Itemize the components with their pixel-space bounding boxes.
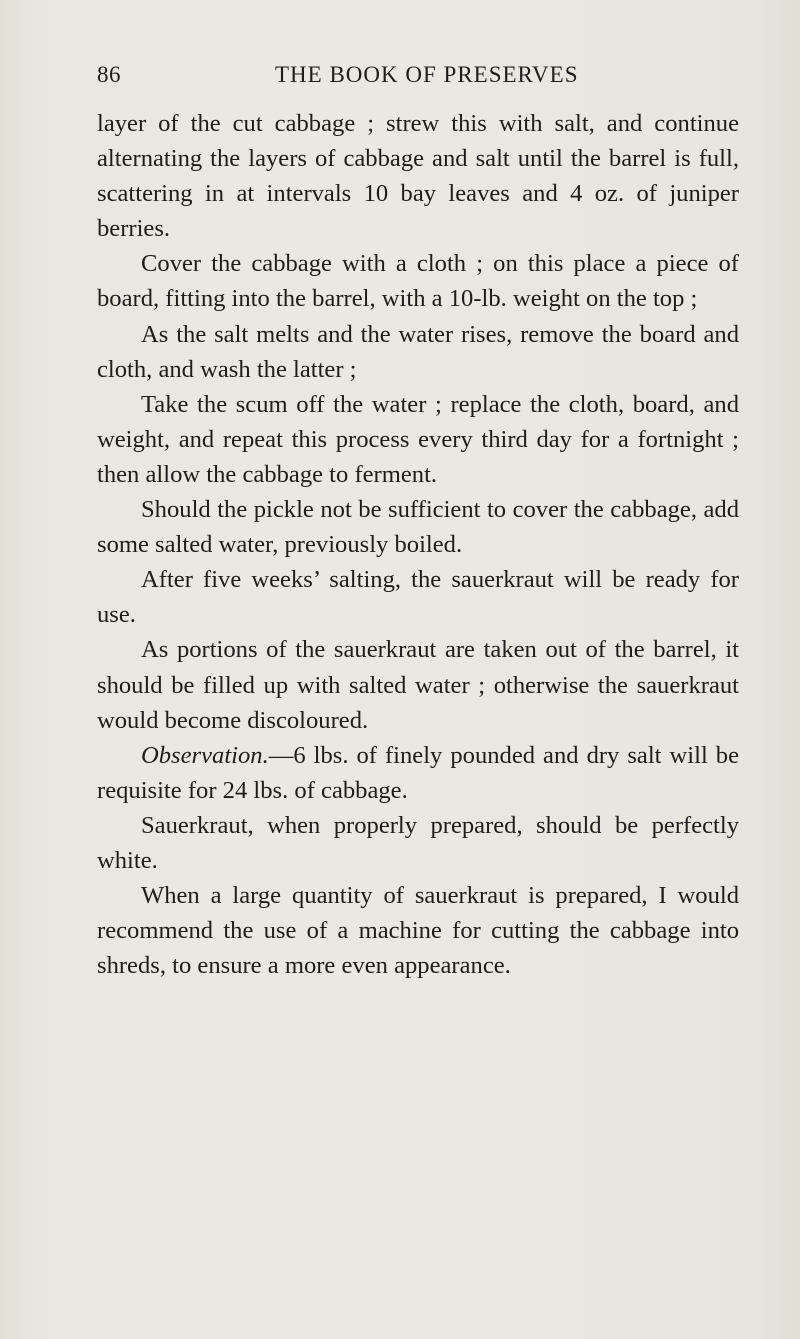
paragraph-portions: As portions of the sauerkraut are taken out of the barrel, it should be filled up with salted water ; otherwise the sauerkraut would become discoloured. (97, 636, 739, 734)
paragraph-pickle: Should the pickle not be sufficient to cover the cabbage, add some salted water, previously boiled. (97, 496, 739, 559)
observation-label: Observation. (141, 741, 269, 769)
running-title: THE BOOK OF PRESERVES (275, 62, 579, 87)
paragraph-observation (97, 738, 739, 808)
body-text (97, 106, 739, 983)
paragraph-take-scum: Take the scum off the water ; replace the cloth, board, and weight, and repeat this process every third day for a fortnight ; then allow the cabbage to ferment. (97, 390, 739, 488)
page-number: 86 (97, 62, 121, 87)
paragraph-machine: When a large quantity of sauerkraut is prepared, I would recommend the use of a machine for cutting the cabbage into shreds, to ensure a more even appearance. (97, 882, 739, 980)
paragraph-perfectly-white: Sauerkraut, when properly prepared, should be perfectly white. (97, 811, 739, 874)
paragraph-after-five-weeks: After five weeks’ salting, the sauerkraut will be ready for use. (97, 566, 739, 629)
paragraph-continued: layer of the cut cabbage ; strew this with salt, and continue alternating the layers of cabbage and salt until the barrel is full, scattering in at intervals 10 bay leaves and 4 oz. of juniper berries. (97, 110, 739, 243)
observation-text: —6 lbs. of finely pounded and dry salt will be requisite for 24 lbs. of cabbage. (97, 741, 739, 804)
page-header (97, 62, 737, 92)
paragraph-salt-melts: As the salt melts and the water rises, remove the board and cloth, and wash the latter ; (97, 320, 739, 383)
paragraph-cover-cabbage: Cover the cabbage with a cloth ; on this place a piece of board, fitting into the barrel, with a 10-lb. weight on the top ; (97, 250, 739, 313)
